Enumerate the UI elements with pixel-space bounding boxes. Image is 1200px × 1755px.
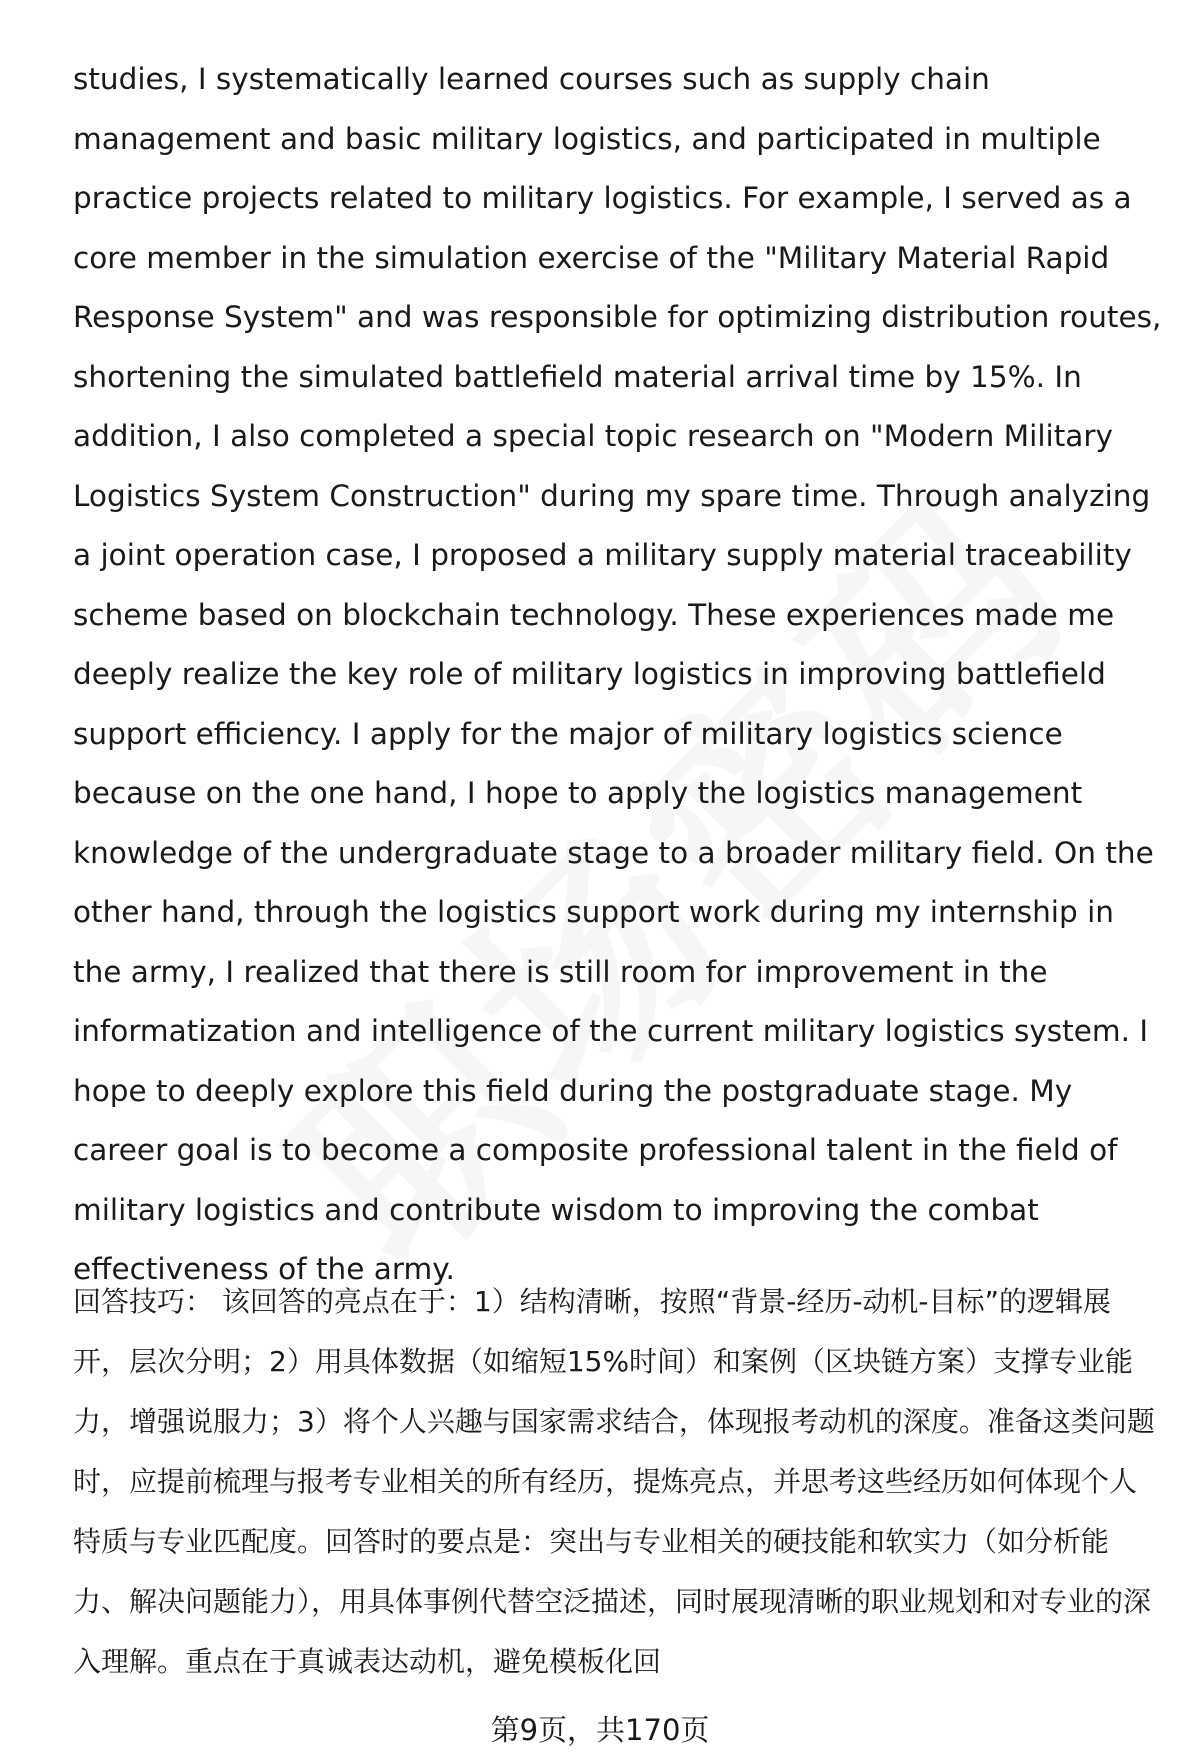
page-indicator: 第9页，共170页 [490, 1713, 710, 1747]
body-paragraph: studies, I systematically learned courses such as supply chain management and basic military logistics, and participated in multiple practice projects related to military logistics. For example, I served as a core member in the simulation exercise of the "Military Material Rapid Response System" and was responsible for optimizing distribution routes, shortening the simulated battlefield material arrival time by 15%. In addition, I also completed a special topic research on "Modern Military Logistics System Construction" during my spare time. Through analyzing a joint operation case, I proposed a military supply material traceability scheme based on blockchain technology. These experiences made me deeply realize the key role of military logistics in improving battlefield support efficiency. I apply for the major of military logistics science because on the one hand, I hope to apply the logistics management knowledge of the undergraduate stage to a broader military field. On the other hand, through the logistics support work during my internship in the army, I realized that there is still room for improvement in the informatization and intelligence of the current military logistics system. I hope to deeply explore this field during the postgraduate stage. My career goal is to become a composite professional talent in the field of military logistics and contribute wisdom to improving the combat effectiveness of the army. [73, 62, 1162, 1286]
answer-tips-paragraph: 回答技巧： 该回答的亮点在于：1）结构清晰，按照“背景-经历-动机-目标”的逻辑展开，层次分明；2）用具体数据（如缩短15%时间）和案例（区块链方案）支撑专业能力，增强说服力；3）将个人兴趣与国家需求结合，体现报考动机的深度。准备这类问题时，应提前梳理与报考专业相关的所有经历，提炼亮点，并思考这些经历如何体现个人特质与专业匹配度。回答时的要点是：突出与专业相关的硬技能和软实力（如分析能力、解决问题能力），用具体事例代替空泛描述，同时展现清晰的职业规划和对专业的深入理解。重点在于真诚表达动机，避免模板化回 [73, 1285, 1155, 1678]
